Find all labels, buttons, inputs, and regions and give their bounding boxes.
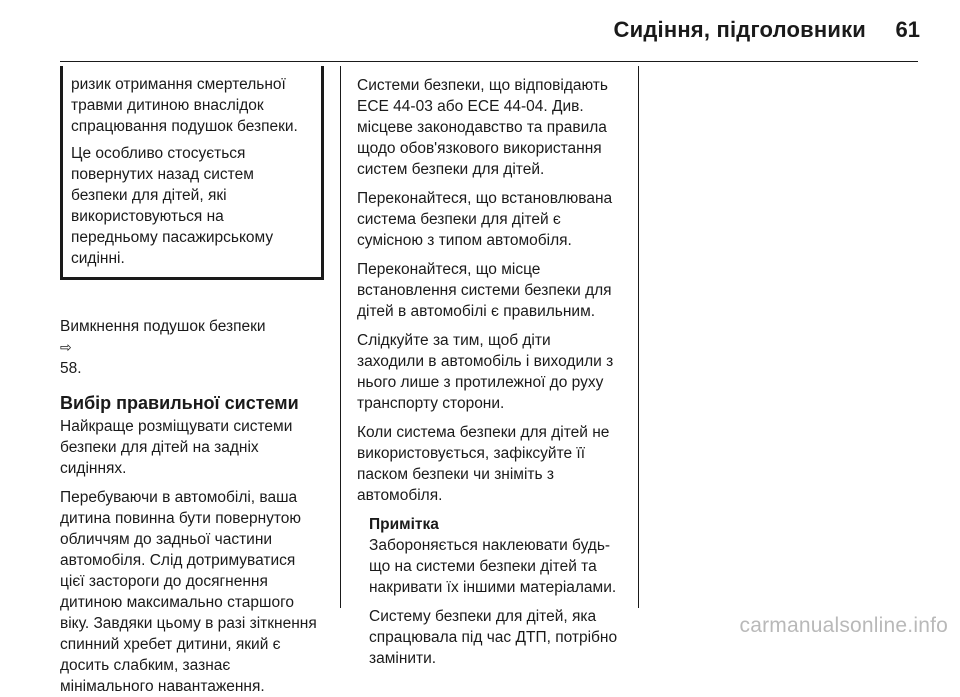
note-paragraph: Забороняється наклеювати будь- що на системи безпеки дітей та накривати їх іншими матеріалами.: [369, 537, 617, 596]
page-number: 61: [895, 17, 920, 42]
warning-paragraph: ризик отримання смертельної травми дитиною внаслідок спрацювання подушок безпеки.: [71, 76, 298, 135]
warning-paragraph: Це особливо стосується повернутих назад систем безпеки для дітей, які використовуються на передньому пасажирському сидінні.: [71, 145, 274, 267]
section-heading: Вибір правильної системи: [60, 393, 299, 413]
body-paragraph: Перебуваючи в автомобілі, ваша дитина повинна бути повернутою обличчям до задньої частини автомобіля. Слід дотримуватися цієї застороги до досягнення дитиною максимально старшого віку. Завдяки цьому в разі зіткнення спинний хребет дитини, який є досить слабким, зазнає мінімального навантаження.: [60, 489, 317, 695]
left-column: [60, 66, 330, 697]
airbag-reference-text: Вимкнення подушок безпеки: [60, 318, 266, 335]
column-divider-right: [638, 66, 639, 608]
body-paragraph: Найкраще розміщувати системи безпеки для дітей на задніх сидіннях.: [60, 418, 293, 477]
warning-box: [60, 66, 324, 280]
body-paragraph: Переконайтеся, що встановлювана система безпеки для дітей є сумісною з типом автомобіля.: [357, 190, 613, 249]
body-paragraph: Слідкуйте за тим, щоб діти заходили в автомобіль і виходили з нього лише з протилежної до руху транспорту сторони.: [357, 332, 614, 412]
column-divider-left: [340, 66, 341, 608]
note-paragraph: Систему безпеки для дітей, яка спрацювала під час ДТП, потрібно замінити.: [369, 608, 618, 667]
right-column: [357, 75, 629, 669]
body-paragraph: Переконайтеся, що місце встановлення системи безпеки для дітей в автомобілі є правильним.: [357, 261, 612, 320]
note-title: Примітка: [369, 516, 439, 533]
airbag-reference-page: 58.: [60, 360, 82, 377]
airbag-reference[interactable]: [60, 295, 330, 379]
body-paragraph: Системи безпеки, що відповідають ECE 44-03 або ECE 44-04. Див. місцеве законодавство та правила щодо обов'язкового використання систем безпеки для дітей.: [357, 77, 608, 178]
arrow-right-icon: ⇨: [60, 339, 72, 355]
note-block: [369, 514, 629, 669]
page-title: Сидіння, підголовники: [613, 17, 866, 42]
watermark: carmanualsonline.info: [739, 614, 948, 637]
body-paragraph: Коли система безпеки для дітей не використовується, зафіксуйте її паском безпеки чи зніміть з автомобіля.: [357, 424, 610, 504]
header-divider: [60, 61, 918, 62]
